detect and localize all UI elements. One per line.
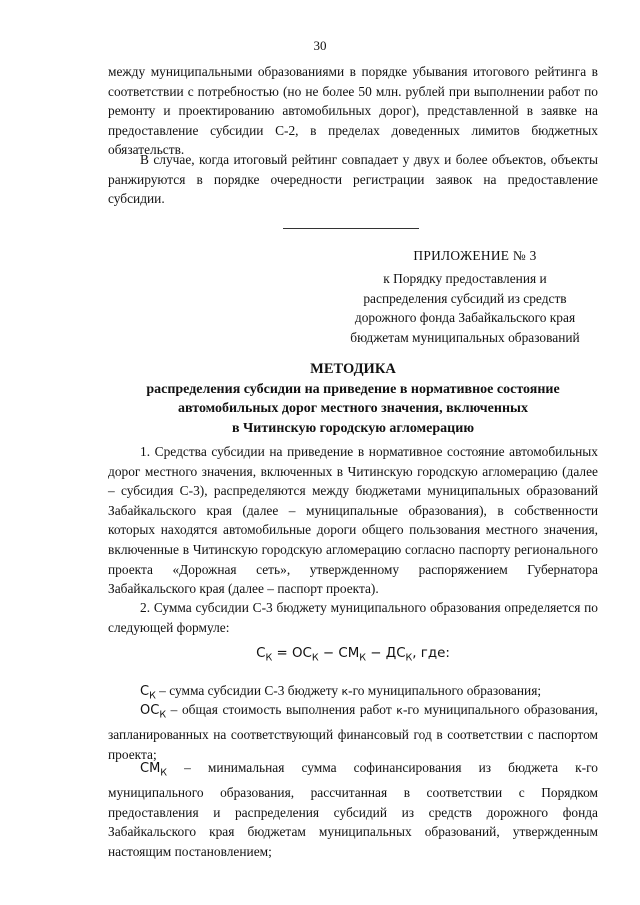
formula-term-ds-subscript: К [405,652,413,664]
formula-tail: , где: [412,646,450,661]
methodology-subtitle-line: распределения субсидии на приведение в нормативное состояние [146,381,560,397]
appendix-title: ПРИЛОЖЕНИЕ № 3 [413,248,537,263]
section-separator [283,228,419,229]
methodology-heading [108,360,598,438]
section-2-paragraph: 2. Сумма субсидии С-3 бюджету муниципального образования определяется по следующей формуле: [108,600,598,635]
definition-ck: $С_К$ – сумма субсидии С-3 бюджету к-го муниципального образования; [140,683,542,702]
intro-paragraph-continuation: между муниципальными образованиями в порядке убывания итогового рейтинга в соответствии с потребностью (но не более 50 млн. рублей при выполнении работ по ремонту и проектированию автомобильных дорог), представленной в заявке на предоставление субсидии С-2, в пределах доведенных лимитов бюджетных обязательств. [108,64,598,158]
definition-ock: $ОС_К$ – общая стоимость выполнения работ к-го муниципального образования, запланированных на соответствующий финансовый год в соответствии с паспортом проекта; [108,702,598,762]
formula-term-min-cofinancing: СМ [338,646,360,661]
methodology-subtitle-line: в Читинскую городскую агломерацию [231,420,475,436]
methodology-subtitle-line: автомобильных дорог местного значения, включенных [178,401,528,416]
section-1-paragraph: 1. Средства субсидии на приведение в нормативное состояние автомобильных дорог местного значения, включенных в Читинскую городскую агломерацию (далее – субсидия С-3), распределяются между бюджетами муниципальных образований Забайкальского края (далее – муниципальные образования), в собственности которых находятся автомобильные дороги общего пользования местного значения, включенные в Читинскую городскую агломерацию согласно паспорту регионального проекта «Дорожная сеть», утвержденному распоряжением Губернатора Забайкальского края (далее – паспорт проекта). [108,444,598,597]
appendix-subtitle-line: к Порядку предоставления и [383,271,547,286]
intro-paragraph-ranking: В случае, когда итоговый рейтинг совпадает у двух и более объектов, объекты ранжируются в порядке очередности регистрации заявок на предоставление субсидии. [108,152,598,207]
methodology-title: МЕТОДИКА [310,361,396,377]
appendix-subtitle-line: бюджетам муниципальных образований [350,329,580,345]
formula-lhs-subscript: К [265,652,273,664]
formula-term-min-cofinancing-subscript: К [359,652,366,664]
subsidy-formula [108,646,598,664]
appendix-subtitle-line: дорожного фонда Забайкальского края [354,310,576,326]
formula-minus: − [366,646,386,661]
formula-lhs: С [256,646,266,661]
appendix-subtitle-line: распределения субсидий из средств [363,290,567,306]
formula-minus: − [318,646,339,661]
definition-ck-symbol: $С_К$ [140,684,156,702]
formula-term-total-cost: ОС [291,646,312,661]
definition-ock-symbol: $ОС_К$ [140,703,167,721]
appendix-subtitle [330,269,600,347]
formula-term-total-cost-subscript: К [311,652,319,664]
formula-equals: = [272,646,292,661]
page-number: 30 [313,38,327,53]
definition-cmk: $СМ_К$ – минимальная сумма софинансирования из бюджета к-го муниципального образования, рассчитанная в соответствии с Порядком предоставления и распределения субсидий из средств дорожного фонда Забайкальского края бюджетам муниципальных образований, утвержденным настоящим постановлением; [108,760,598,859]
definition-cmk-symbol: $СМ_К$ [140,761,168,779]
formula-term-ds: ДС [385,646,406,661]
